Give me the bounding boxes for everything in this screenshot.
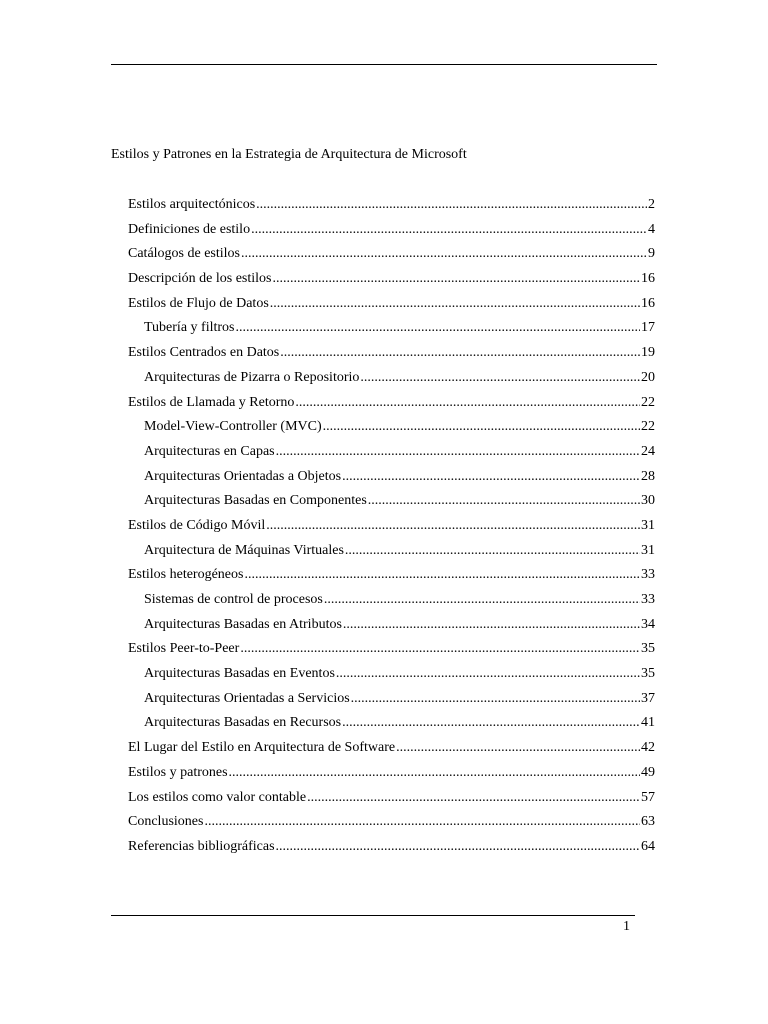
toc-entry[interactable]	[128, 491, 655, 516]
toc-dot-leader	[241, 244, 647, 264]
toc-entry[interactable]	[128, 516, 655, 541]
toc-entry[interactable]	[128, 318, 655, 343]
toc-dot-leader	[360, 368, 640, 388]
toc-dot-leader	[229, 763, 640, 783]
toc-entry[interactable]	[128, 393, 655, 418]
toc-entry-label: Estilos de Llamada y Retorno	[128, 394, 295, 410]
toc-dot-leader	[368, 491, 640, 511]
toc-entry-page: 28	[641, 468, 655, 484]
footer-rule	[111, 915, 635, 916]
toc-entry[interactable]	[128, 639, 655, 664]
toc-entry[interactable]	[128, 417, 655, 442]
toc-entry[interactable]	[128, 467, 655, 492]
toc-entry-label: Estilos de Flujo de Datos	[128, 295, 269, 311]
toc-dot-leader	[343, 615, 640, 635]
toc-entry-page: 37	[641, 690, 655, 706]
toc-dot-leader	[251, 220, 647, 240]
toc-dot-leader	[240, 639, 640, 659]
toc-dot-leader	[342, 467, 640, 487]
toc-entry-page: 24	[641, 443, 655, 459]
toc-dot-leader	[256, 195, 647, 215]
toc-entry-label: Referencias bibliográficas	[128, 838, 275, 854]
toc-entry-page: 33	[641, 592, 655, 607]
toc-entry-page: 42	[641, 740, 655, 756]
toc-entry-label: Arquitecturas Basadas en Recursos	[144, 715, 342, 731]
toc-entry-page: 20	[641, 369, 655, 385]
toc-dot-leader	[235, 318, 640, 338]
toc-entry-page: 16	[641, 271, 655, 287]
toc-entry-page: 35	[641, 666, 655, 682]
toc-entry-label: Arquitecturas Basadas en Componentes	[144, 493, 367, 509]
toc-entry[interactable]	[128, 837, 655, 862]
toc-entry-label: Tubería y filtros	[144, 320, 235, 336]
toc-entry-label: Conclusiones	[128, 814, 204, 830]
toc-dot-leader	[324, 590, 640, 610]
page-number: 1	[623, 919, 630, 934]
toc-dot-leader	[307, 788, 640, 808]
toc-entry-label: Arquitecturas Basadas en Eventos	[144, 666, 335, 682]
toc-dot-leader	[295, 393, 640, 413]
toc-entry[interactable]	[128, 269, 655, 294]
toc-entry-label: El Lugar del Estilo en Arquitectura de Software	[128, 740, 396, 756]
toc-dot-leader	[396, 738, 640, 758]
toc-dot-leader	[342, 713, 640, 733]
toc-entry[interactable]	[128, 220, 655, 245]
toc-entry-label: Arquitectura de Máquinas Virtuales	[144, 542, 344, 558]
toc-entry-label: Estilos arquitectónicos	[128, 197, 256, 212]
toc-entry-page: 22	[641, 419, 655, 435]
toc-entry[interactable]	[128, 294, 655, 319]
toc-dot-leader	[323, 417, 640, 437]
toc-entry-label: Model-View-Controller (MVC)	[144, 419, 322, 435]
toc-entry-page: 35	[641, 641, 655, 657]
toc-entry-label: Arquitecturas en Capas	[144, 443, 275, 459]
toc-entry-page: 34	[641, 616, 655, 632]
toc-entry[interactable]	[128, 812, 655, 837]
toc-entry-page: 16	[641, 295, 655, 311]
toc-entry-page: 31	[641, 517, 655, 533]
toc-entry[interactable]	[128, 343, 655, 368]
toc-entry-page: 63	[641, 814, 655, 830]
toc-entry-label: Descripción de los estilos	[128, 271, 272, 287]
toc-entry[interactable]	[128, 442, 655, 467]
toc-entry-page: 41	[641, 715, 655, 731]
toc-entry[interactable]	[128, 541, 655, 566]
toc-dot-leader	[336, 664, 640, 684]
toc-entry[interactable]	[128, 689, 655, 714]
toc-entry[interactable]	[128, 590, 655, 615]
toc-entry[interactable]	[128, 713, 655, 738]
toc-entry-page: 57	[641, 789, 655, 805]
toc-entry[interactable]	[128, 565, 655, 590]
toc-entry-label: Estilos Centrados en Datos	[128, 345, 280, 361]
toc-dot-leader	[351, 689, 640, 709]
toc-entry-page: 9	[648, 246, 655, 262]
toc-entry-page: 4	[648, 221, 655, 237]
toc-dot-leader	[280, 343, 640, 363]
toc-entry[interactable]	[128, 615, 655, 640]
toc-entry-page: 17	[641, 320, 655, 336]
toc-entry-label: Arquitecturas de Pizarra o Repositorio	[144, 369, 360, 385]
toc-entry[interactable]	[128, 738, 655, 763]
toc-entry-page: 33	[641, 567, 655, 583]
toc-dot-leader	[276, 442, 640, 462]
toc-entry[interactable]	[128, 195, 655, 220]
toc-entry-label: Los estilos como valor contable	[128, 789, 307, 805]
toc-entry-label: Sistemas de control de procesos	[144, 592, 323, 607]
toc-entry-page: 31	[641, 542, 655, 558]
toc-entry-label: Arquitecturas Basadas en Atributos	[144, 616, 342, 632]
toc-entry[interactable]	[128, 244, 655, 269]
toc-entry-label: Estilos Peer-to-Peer	[128, 641, 240, 657]
toc-dot-leader	[266, 516, 640, 536]
toc-entry-page: 22	[641, 394, 655, 410]
header-rule	[111, 64, 657, 65]
toc-entry[interactable]	[128, 763, 655, 788]
toc-entry[interactable]	[128, 664, 655, 689]
toc-entry-page: 49	[641, 764, 655, 780]
toc-dot-leader	[204, 812, 640, 832]
toc-entry-label: Arquitecturas Orientadas a Objetos	[144, 468, 342, 484]
toc-entry-label: Definiciones de estilo	[128, 221, 251, 237]
toc-entry-page: 2	[648, 197, 655, 212]
toc-entry-page: 19	[641, 345, 655, 361]
toc-dot-leader	[345, 541, 640, 561]
toc-entry-label: Estilos heterogéneos	[128, 567, 244, 583]
toc-dot-leader	[276, 837, 640, 857]
document-title: Estilos y Patrones en la Estrategia de Arquitectura de Microsoft	[111, 147, 467, 162]
toc-entry[interactable]	[128, 788, 655, 813]
toc-dot-leader	[244, 565, 640, 585]
toc-entry-label: Catálogos de estilos	[128, 246, 240, 262]
toc-entry[interactable]	[128, 368, 655, 393]
toc-entry-label: Estilos de Código Móvil	[128, 517, 266, 533]
table-of-contents	[128, 195, 655, 862]
toc-dot-leader	[272, 269, 640, 289]
toc-entry-page: 64	[641, 838, 655, 854]
toc-entry-label: Arquitecturas Orientadas a Servicios	[144, 690, 350, 706]
toc-dot-leader	[270, 294, 640, 314]
toc-entry-label: Estilos y patrones	[128, 764, 228, 780]
toc-entry-page: 30	[641, 493, 655, 509]
